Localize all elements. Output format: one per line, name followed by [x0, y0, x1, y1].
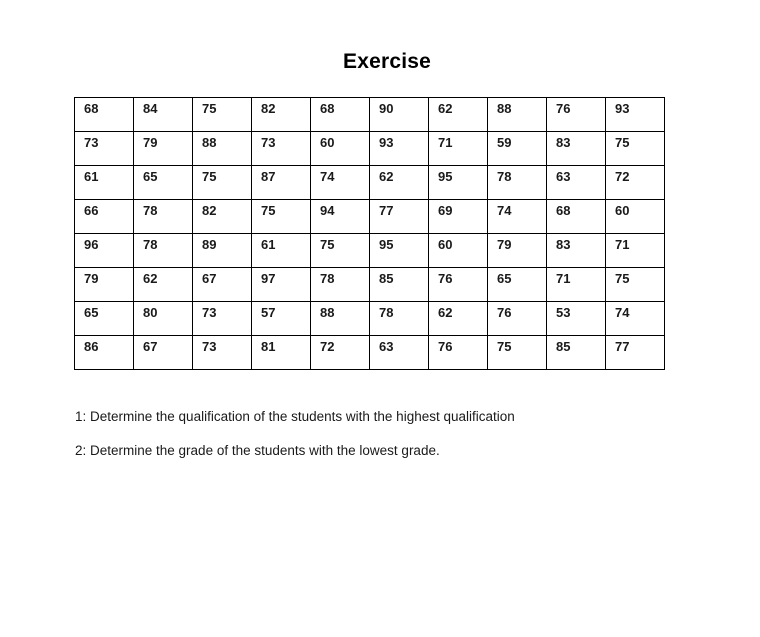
table-cell: 84: [134, 98, 193, 132]
table-cell: 96: [75, 234, 134, 268]
table-cell: 88: [193, 132, 252, 166]
table-cell: 87: [252, 166, 311, 200]
table-cell: 71: [429, 132, 488, 166]
table-cell: 60: [311, 132, 370, 166]
table-cell: 75: [193, 166, 252, 200]
table-cell: 76: [488, 302, 547, 336]
table-cell: 60: [429, 234, 488, 268]
table-cell: 85: [370, 268, 429, 302]
table-cell: 69: [429, 200, 488, 234]
table-cell: 61: [75, 166, 134, 200]
table-cell: 71: [606, 234, 665, 268]
table-row: [75, 302, 665, 336]
table-cell: 75: [311, 234, 370, 268]
page-title: Exercise: [342, 50, 431, 73]
table-cell: 88: [311, 302, 370, 336]
table-cell: 78: [134, 234, 193, 268]
table-cell: 65: [488, 268, 547, 302]
table-cell: 75: [252, 200, 311, 234]
table-cell: 79: [488, 234, 547, 268]
table-cell: 66: [75, 200, 134, 234]
table-cell: 74: [311, 166, 370, 200]
table-cell: 75: [193, 98, 252, 132]
table-cell: 67: [134, 336, 193, 370]
table-cell: 95: [370, 234, 429, 268]
table-cell: 81: [252, 336, 311, 370]
table-cell: 88: [488, 98, 547, 132]
table-cell: 73: [252, 132, 311, 166]
table-cell: 71: [547, 268, 606, 302]
table-cell: 65: [75, 302, 134, 336]
table-row: [75, 200, 665, 234]
table-cell: 76: [547, 98, 606, 132]
table-row: [75, 98, 665, 132]
table-cell: 77: [370, 200, 429, 234]
table-cell: 62: [134, 268, 193, 302]
table-cell: 59: [488, 132, 547, 166]
table-cell: 62: [429, 98, 488, 132]
table-cell: 82: [193, 200, 252, 234]
table-row: [75, 268, 665, 302]
table-row: [75, 336, 665, 370]
table-cell: 73: [193, 302, 252, 336]
table-cell: 60: [606, 200, 665, 234]
table-cell: 95: [429, 166, 488, 200]
table-row: [75, 166, 665, 200]
table-cell: 77: [606, 336, 665, 370]
table-cell: 68: [547, 200, 606, 234]
table-cell: 72: [311, 336, 370, 370]
table-cell: 86: [75, 336, 134, 370]
table-cell: 53: [547, 302, 606, 336]
table-cell: 78: [488, 166, 547, 200]
question-2: 2: Determine the grade of the students with the lowest grade.: [75, 443, 440, 458]
table-cell: 63: [370, 336, 429, 370]
table-cell: 75: [488, 336, 547, 370]
table-cell: 62: [370, 166, 429, 200]
table-cell: 78: [134, 200, 193, 234]
table-cell: 79: [134, 132, 193, 166]
table-row: [75, 132, 665, 166]
table-cell: 89: [193, 234, 252, 268]
table-cell: 65: [134, 166, 193, 200]
table-cell: 76: [429, 268, 488, 302]
table-cell: 78: [311, 268, 370, 302]
table-cell: 90: [370, 98, 429, 132]
table-cell: 72: [606, 166, 665, 200]
table-cell: 85: [547, 336, 606, 370]
table-cell: 74: [488, 200, 547, 234]
table-row: [75, 234, 665, 268]
table-cell: 68: [311, 98, 370, 132]
table-cell: 67: [193, 268, 252, 302]
table-cell: 93: [606, 98, 665, 132]
table-cell: 57: [252, 302, 311, 336]
table-cell: 78: [370, 302, 429, 336]
table-cell: 93: [370, 132, 429, 166]
table-cell: 75: [606, 268, 665, 302]
table-cell: 62: [429, 302, 488, 336]
question-1: 1: Determine the qualification of the students with the highest qualification: [75, 409, 515, 424]
table-cell: 82: [252, 98, 311, 132]
table-cell: 73: [75, 132, 134, 166]
table-cell: 74: [606, 302, 665, 336]
table-cell: 79: [75, 268, 134, 302]
table-cell: 83: [547, 234, 606, 268]
table-cell: 68: [75, 98, 134, 132]
table-cell: 75: [606, 132, 665, 166]
table-cell: 76: [429, 336, 488, 370]
table-cell: 73: [193, 336, 252, 370]
table-cell: 61: [252, 234, 311, 268]
table-cell: 80: [134, 302, 193, 336]
table-cell: 97: [252, 268, 311, 302]
table-cell: 63: [547, 166, 606, 200]
table-cell: 94: [311, 200, 370, 234]
grades-table: [74, 97, 665, 370]
table-cell: 83: [547, 132, 606, 166]
